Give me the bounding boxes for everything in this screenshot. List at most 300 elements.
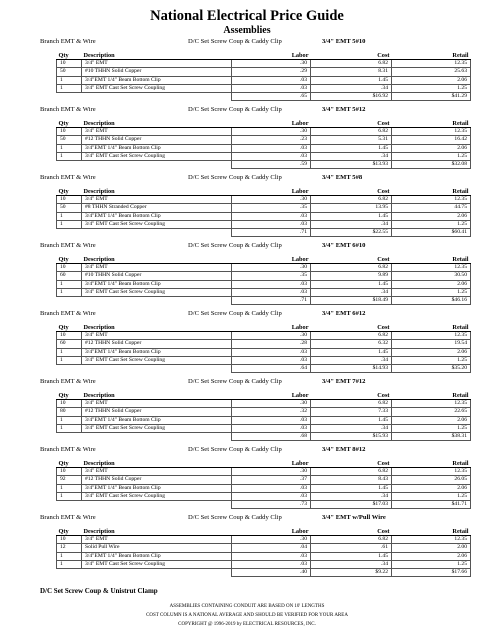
table-cell: 3/4" EMT — [82, 196, 232, 204]
table-cell: .37 — [232, 476, 311, 484]
table-cell: 10 — [57, 536, 82, 544]
table-cell: 92 — [57, 476, 82, 484]
table-row — [57, 356, 471, 364]
table-cell: 1 — [57, 424, 82, 432]
column-header: Cost — [311, 527, 392, 536]
table-cell: 12.35 — [392, 468, 471, 476]
table-cell: 1.45 — [311, 76, 392, 84]
table-cell: 3/4" EMT — [82, 400, 232, 408]
assembly-section — [0, 172, 494, 240]
column-header: Description — [82, 527, 232, 536]
table-cell: 6.32 — [311, 340, 392, 348]
table-cell: 44.75 — [392, 204, 471, 212]
table-cell: 3/4" EMT — [82, 60, 232, 68]
assembly-category: Branch EMT & Wire — [40, 310, 96, 317]
table-cell: .34 — [311, 84, 392, 92]
column-header: Retail — [392, 459, 471, 468]
table-cell: 8.31 — [311, 68, 392, 76]
assembly-subcategory: D/C Set Screw Coup & Caddy Clip — [188, 378, 282, 385]
total-cell: $35.20 — [392, 365, 471, 373]
column-header: Cost — [311, 255, 392, 264]
column-header: Description — [82, 323, 232, 332]
column-header: Cost — [311, 391, 392, 400]
column-header: Cost — [311, 323, 392, 332]
table-cell: 1.25 — [392, 424, 471, 432]
table-row — [57, 484, 471, 492]
table-cell: 1 — [57, 348, 82, 356]
table-cell: 8.43 — [311, 476, 392, 484]
table-row — [57, 348, 471, 356]
table-cell: 3/4"EMT 1/4" Beam Bottom Clip — [82, 212, 232, 220]
table-cell: .03 — [232, 552, 311, 560]
table-row — [57, 332, 471, 340]
table-cell: 12 — [57, 544, 82, 552]
table-cell: 60 — [57, 272, 82, 280]
assembly-subcategory: D/C Set Screw Coup & Caddy Clip — [188, 514, 282, 521]
table-cell: 3/4" EMT Cast Set Screw Coupling — [82, 560, 232, 568]
table-cell: 12.35 — [392, 128, 471, 136]
table-cell: 10 — [57, 60, 82, 68]
table-cell: 1 — [57, 416, 82, 424]
table-cell: 1 — [57, 144, 82, 152]
table-cell: 3/4" EMT — [82, 128, 232, 136]
assembly-subcategory: D/C Set Screw Coup & Caddy Clip — [188, 38, 282, 45]
table-cell: 1.45 — [311, 552, 392, 560]
column-header: Cost — [311, 187, 392, 196]
total-cell: $46.16 — [392, 297, 471, 305]
next-section-label: D/C Set Screw Coup & Unistrut Clamp — [40, 587, 158, 595]
column-header: Labor — [232, 527, 311, 536]
table-cell: 6.82 — [311, 468, 392, 476]
table-cell: 2.06 — [392, 76, 471, 84]
total-cell: $32.08 — [392, 161, 471, 169]
table-cell: .34 — [311, 492, 392, 500]
table-row — [57, 400, 471, 408]
table-cell: 13.95 — [311, 204, 392, 212]
table-cell: .23 — [232, 136, 311, 144]
table-cell: #12 THHN Solid Copper — [82, 340, 232, 348]
totals-row — [57, 297, 471, 305]
table-cell: 1.45 — [311, 144, 392, 152]
assembly-name: 3/4" EMT 8#12 — [322, 446, 366, 453]
column-header: Labor — [232, 119, 311, 128]
assembly-section — [0, 444, 494, 512]
table-row — [57, 544, 471, 552]
assembly-header — [0, 308, 494, 320]
totals-row — [57, 433, 471, 441]
table-cell: 1 — [57, 152, 82, 160]
assembly-subcategory: D/C Set Screw Coup & Caddy Clip — [188, 310, 282, 317]
column-header: Labor — [232, 323, 311, 332]
table-row — [57, 196, 471, 204]
table-cell: 10 — [57, 332, 82, 340]
total-cell: $15.93 — [311, 433, 392, 441]
totals-row — [57, 161, 471, 169]
table-cell: 1 — [57, 76, 82, 84]
assembly-category: Branch EMT & Wire — [40, 38, 96, 45]
table-cell: 3/4" EMT Cast Set Screw Coupling — [82, 356, 232, 364]
table-row — [57, 264, 471, 272]
table-row — [57, 552, 471, 560]
table-cell: #10 THHN Solid Copper — [82, 68, 232, 76]
assembly-name: 3/4" EMT w/Pull Wire — [322, 514, 386, 521]
assembly-name: 3/4" EMT 5#12 — [322, 106, 366, 113]
table-cell: 1 — [57, 212, 82, 220]
page-subtitle: Assemblies — [223, 25, 271, 36]
table-row — [57, 144, 471, 152]
assembly-subcategory: D/C Set Screw Coup & Caddy Clip — [188, 446, 282, 453]
table-cell: .03 — [232, 84, 311, 92]
table-cell: .03 — [232, 492, 311, 500]
assembly-name: 3/4" EMT 6#10 — [322, 242, 366, 249]
table-row — [57, 416, 471, 424]
table-row — [57, 84, 471, 92]
assembly-category: Branch EMT & Wire — [40, 106, 96, 113]
column-header: Labor — [232, 459, 311, 468]
table-cell: 3/4"EMT 1/4" Beam Bottom Clip — [82, 348, 232, 356]
footer-copyright: COPYRIGHT @ 1996-2019 by ELECTRICAL RESOURCES, INC. — [178, 622, 316, 627]
table-cell: .03 — [232, 280, 311, 288]
table-cell: 3/4"EMT 1/4" Beam Bottom Clip — [82, 76, 232, 84]
table-cell: 3/4" EMT Cast Set Screw Coupling — [82, 492, 232, 500]
table-cell: 1.25 — [392, 220, 471, 228]
totals-row — [57, 569, 471, 577]
column-header: Qty — [57, 391, 82, 400]
table-cell: 60 — [57, 340, 82, 348]
table-cell: 2.06 — [392, 212, 471, 220]
assembly-name: 3/4" EMT 7#12 — [322, 378, 366, 385]
table-cell: .03 — [232, 144, 311, 152]
total-cell: .64 — [232, 365, 311, 373]
table-cell: 2.06 — [392, 552, 471, 560]
total-cell: $17.66 — [392, 569, 471, 577]
table-cell: 10 — [57, 468, 82, 476]
table-row — [57, 476, 471, 484]
total-cell: $41.71 — [392, 501, 471, 509]
column-header: Qty — [57, 51, 82, 60]
table-cell: 1 — [57, 356, 82, 364]
column-header: Description — [82, 459, 232, 468]
table-cell: 3/4" EMT — [82, 264, 232, 272]
table-row — [57, 68, 471, 76]
total-cell: $14.93 — [311, 365, 392, 373]
assembly-name: 3/4" EMT 6#12 — [322, 310, 366, 317]
table-cell: 3/4"EMT 1/4" Beam Bottom Clip — [82, 484, 232, 492]
assembly-table — [56, 459, 471, 509]
table-cell: 1 — [57, 560, 82, 568]
table-cell: .34 — [311, 560, 392, 568]
table-cell: 1 — [57, 220, 82, 228]
assembly-subcategory: D/C Set Screw Coup & Caddy Clip — [188, 106, 282, 113]
assembly-header — [0, 512, 494, 524]
total-cell: $16.92 — [311, 93, 392, 101]
table-row — [57, 128, 471, 136]
table-row — [57, 340, 471, 348]
assembly-section — [0, 36, 494, 104]
column-header: Cost — [311, 51, 392, 60]
table-cell: .03 — [232, 356, 311, 364]
table-cell: 2.06 — [392, 144, 471, 152]
total-cell: .73 — [232, 501, 311, 509]
table-cell: 10 — [57, 196, 82, 204]
column-header: Labor — [232, 187, 311, 196]
table-cell: 6.82 — [311, 60, 392, 68]
table-cell: .35 — [232, 272, 311, 280]
table-cell: .30 — [232, 536, 311, 544]
table-cell: .04 — [232, 544, 311, 552]
table-cell: 2.06 — [392, 280, 471, 288]
table-cell: 6.82 — [311, 264, 392, 272]
table-cell: 7.33 — [311, 408, 392, 416]
table-row — [57, 536, 471, 544]
table-cell: .32 — [232, 408, 311, 416]
assembly-category: Branch EMT & Wire — [40, 514, 96, 521]
assemblies-list — [0, 36, 494, 580]
table-cell: .03 — [232, 152, 311, 160]
table-cell: 50 — [57, 204, 82, 212]
total-cell: $38.31 — [392, 433, 471, 441]
total-cell: .59 — [232, 161, 311, 169]
table-cell: 3/4" EMT Cast Set Screw Coupling — [82, 220, 232, 228]
table-cell: 6.82 — [311, 400, 392, 408]
table-cell: 25.63 — [392, 68, 471, 76]
table-cell: .03 — [232, 220, 311, 228]
table-cell: #12 THHN Solid Copper — [82, 476, 232, 484]
table-cell: #12 THHN Solid Copper — [82, 408, 232, 416]
column-header: Qty — [57, 527, 82, 536]
assembly-section — [0, 512, 494, 580]
column-header: Qty — [57, 119, 82, 128]
column-header: Retail — [392, 187, 471, 196]
assembly-table — [56, 51, 471, 101]
table-cell: 1.25 — [392, 288, 471, 296]
table-cell: 1.45 — [311, 348, 392, 356]
table-cell: #8 THHN Stranded Copper — [82, 204, 232, 212]
table-cell: .35 — [232, 204, 311, 212]
total-cell: $13.93 — [311, 161, 392, 169]
table-cell: .29 — [232, 68, 311, 76]
assembly-section — [0, 240, 494, 308]
assembly-section — [0, 308, 494, 376]
table-cell: 3/4"EMT 1/4" Beam Bottom Clip — [82, 280, 232, 288]
table-cell: .03 — [232, 560, 311, 568]
table-cell: .30 — [232, 332, 311, 340]
total-cell: .71 — [232, 297, 311, 305]
table-cell: 12.35 — [392, 60, 471, 68]
table-cell: 3/4"EMT 1/4" Beam Bottom Clip — [82, 416, 232, 424]
column-header: Retail — [392, 51, 471, 60]
footer-note-lengths: ASSEMBLIES CONTAINING CONDUIT ARE BASED ON 10' LENGTHS — [169, 604, 325, 609]
table-row — [57, 560, 471, 568]
table-cell: 12.35 — [392, 536, 471, 544]
table-cell: .03 — [232, 348, 311, 356]
table-cell: 3/4" EMT Cast Set Screw Coupling — [82, 84, 232, 92]
assembly-subcategory: D/C Set Screw Coup & Caddy Clip — [188, 174, 282, 181]
column-header: Labor — [232, 51, 311, 60]
table-cell: .30 — [232, 196, 311, 204]
table-cell: 1 — [57, 288, 82, 296]
table-cell: .28 — [232, 340, 311, 348]
column-header: Description — [82, 51, 232, 60]
table-cell: 1 — [57, 280, 82, 288]
table-cell: 3/4" EMT — [82, 536, 232, 544]
assembly-header — [0, 376, 494, 388]
table-cell: 50 — [57, 136, 82, 144]
table-cell: 1 — [57, 484, 82, 492]
table-cell: 50 — [57, 68, 82, 76]
total-cell: $18.49 — [311, 297, 392, 305]
assembly-section — [0, 376, 494, 444]
table-cell: Solid Pull Wire — [82, 544, 232, 552]
column-header: Description — [82, 255, 232, 264]
table-cell: 6.82 — [311, 332, 392, 340]
table-row — [57, 76, 471, 84]
totals-row — [57, 365, 471, 373]
table-cell: 12.35 — [392, 196, 471, 204]
total-cell: $17.03 — [311, 501, 392, 509]
table-cell: 12.35 — [392, 264, 471, 272]
total-cell: $22.55 — [311, 229, 392, 237]
total-cell: .71 — [232, 229, 311, 237]
assembly-section — [0, 104, 494, 172]
column-header: Retail — [392, 119, 471, 128]
table-row — [57, 280, 471, 288]
table-cell: 1.45 — [311, 484, 392, 492]
totals-row — [57, 501, 471, 509]
table-cell: .30 — [232, 128, 311, 136]
table-cell: 5.31 — [311, 136, 392, 144]
page-title: National Electrical Price Guide — [150, 8, 344, 24]
column-header: Qty — [57, 255, 82, 264]
total-cell: .68 — [232, 433, 311, 441]
table-cell: 1 — [57, 492, 82, 500]
table-cell: 3/4"EMT 1/4" Beam Bottom Clip — [82, 144, 232, 152]
assembly-table — [56, 391, 471, 441]
assembly-category: Branch EMT & Wire — [40, 242, 96, 249]
assembly-table — [56, 187, 471, 237]
table-cell: .03 — [232, 416, 311, 424]
table-cell: #12 THHN Solid Copper — [82, 136, 232, 144]
table-cell: 6.82 — [311, 128, 392, 136]
table-cell: #10 THHN Solid Copper — [82, 272, 232, 280]
table-cell: 1 — [57, 84, 82, 92]
table-row — [57, 288, 471, 296]
table-cell: 1.45 — [311, 280, 392, 288]
table-cell: 2.06 — [392, 348, 471, 356]
column-header: Retail — [392, 527, 471, 536]
table-row — [57, 424, 471, 432]
table-cell: 26.05 — [392, 476, 471, 484]
assembly-name: 3/4" EMT 5#8 — [322, 174, 363, 181]
table-cell: 80 — [57, 408, 82, 416]
table-cell: 3/4" EMT Cast Set Screw Coupling — [82, 424, 232, 432]
table-row — [57, 152, 471, 160]
table-row — [57, 492, 471, 500]
column-header: Description — [82, 391, 232, 400]
table-cell: .03 — [232, 212, 311, 220]
column-header: Description — [82, 119, 232, 128]
table-cell: 2.06 — [392, 484, 471, 492]
table-cell: 1.25 — [392, 84, 471, 92]
table-cell: .03 — [232, 288, 311, 296]
table-cell: 3/4" EMT Cast Set Screw Coupling — [82, 152, 232, 160]
table-cell: .30 — [232, 468, 311, 476]
table-cell: 10 — [57, 128, 82, 136]
table-cell: .03 — [232, 76, 311, 84]
assembly-header — [0, 240, 494, 252]
table-cell: .61 — [311, 544, 392, 552]
column-header: Qty — [57, 459, 82, 468]
assembly-header — [0, 104, 494, 116]
table-cell: 22.65 — [392, 408, 471, 416]
table-cell: 10 — [57, 400, 82, 408]
column-header: Qty — [57, 187, 82, 196]
table-cell: .34 — [311, 220, 392, 228]
total-cell: $60.41 — [392, 229, 471, 237]
table-cell: .03 — [232, 484, 311, 492]
table-cell: 12.35 — [392, 332, 471, 340]
column-header: Retail — [392, 323, 471, 332]
table-cell: 30.50 — [392, 272, 471, 280]
table-cell: 3/4" EMT — [82, 468, 232, 476]
table-row — [57, 136, 471, 144]
table-cell: .30 — [232, 264, 311, 272]
table-cell: 12.35 — [392, 400, 471, 408]
table-cell: .34 — [311, 152, 392, 160]
table-cell: 10 — [57, 264, 82, 272]
total-cell: .65 — [232, 93, 311, 101]
table-cell: 19.54 — [392, 340, 471, 348]
table-cell: 1.25 — [392, 560, 471, 568]
table-cell: 6.82 — [311, 196, 392, 204]
table-cell: 1.25 — [392, 356, 471, 364]
assembly-header — [0, 172, 494, 184]
table-cell: 1.45 — [311, 212, 392, 220]
assembly-header — [0, 36, 494, 48]
assembly-category: Branch EMT & Wire — [40, 174, 96, 181]
table-cell: .03 — [232, 424, 311, 432]
column-header: Cost — [311, 459, 392, 468]
total-cell: $9.22 — [311, 569, 392, 577]
table-cell: 1.25 — [392, 152, 471, 160]
table-cell: 3/4" EMT Cast Set Screw Coupling — [82, 288, 232, 296]
table-cell: .30 — [232, 400, 311, 408]
assembly-table — [56, 527, 471, 577]
total-cell: $41.29 — [392, 93, 471, 101]
assembly-table — [56, 119, 471, 169]
table-row — [57, 408, 471, 416]
table-cell: .34 — [311, 356, 392, 364]
footer-note-cost: COST COLUMN IS A NATIONAL AVERAGE AND SHOULD BE VERIFIED FOR YOUR AREA — [146, 613, 348, 618]
table-cell: 3/4" EMT — [82, 332, 232, 340]
table-row — [57, 204, 471, 212]
table-cell: 6.82 — [311, 536, 392, 544]
column-header: Retail — [392, 391, 471, 400]
table-row — [57, 468, 471, 476]
table-cell: 3/4"EMT 1/4" Beam Bottom Clip — [82, 552, 232, 560]
assembly-category: Branch EMT & Wire — [40, 446, 96, 453]
table-cell: .34 — [311, 424, 392, 432]
table-cell: 16.42 — [392, 136, 471, 144]
table-cell: .30 — [232, 60, 311, 68]
total-cell: .40 — [232, 569, 311, 577]
assembly-table — [56, 323, 471, 373]
table-row — [57, 272, 471, 280]
table-cell: 9.89 — [311, 272, 392, 280]
column-header: Retail — [392, 255, 471, 264]
assembly-subcategory: D/C Set Screw Coup & Caddy Clip — [188, 242, 282, 249]
table-cell: 1 — [57, 552, 82, 560]
